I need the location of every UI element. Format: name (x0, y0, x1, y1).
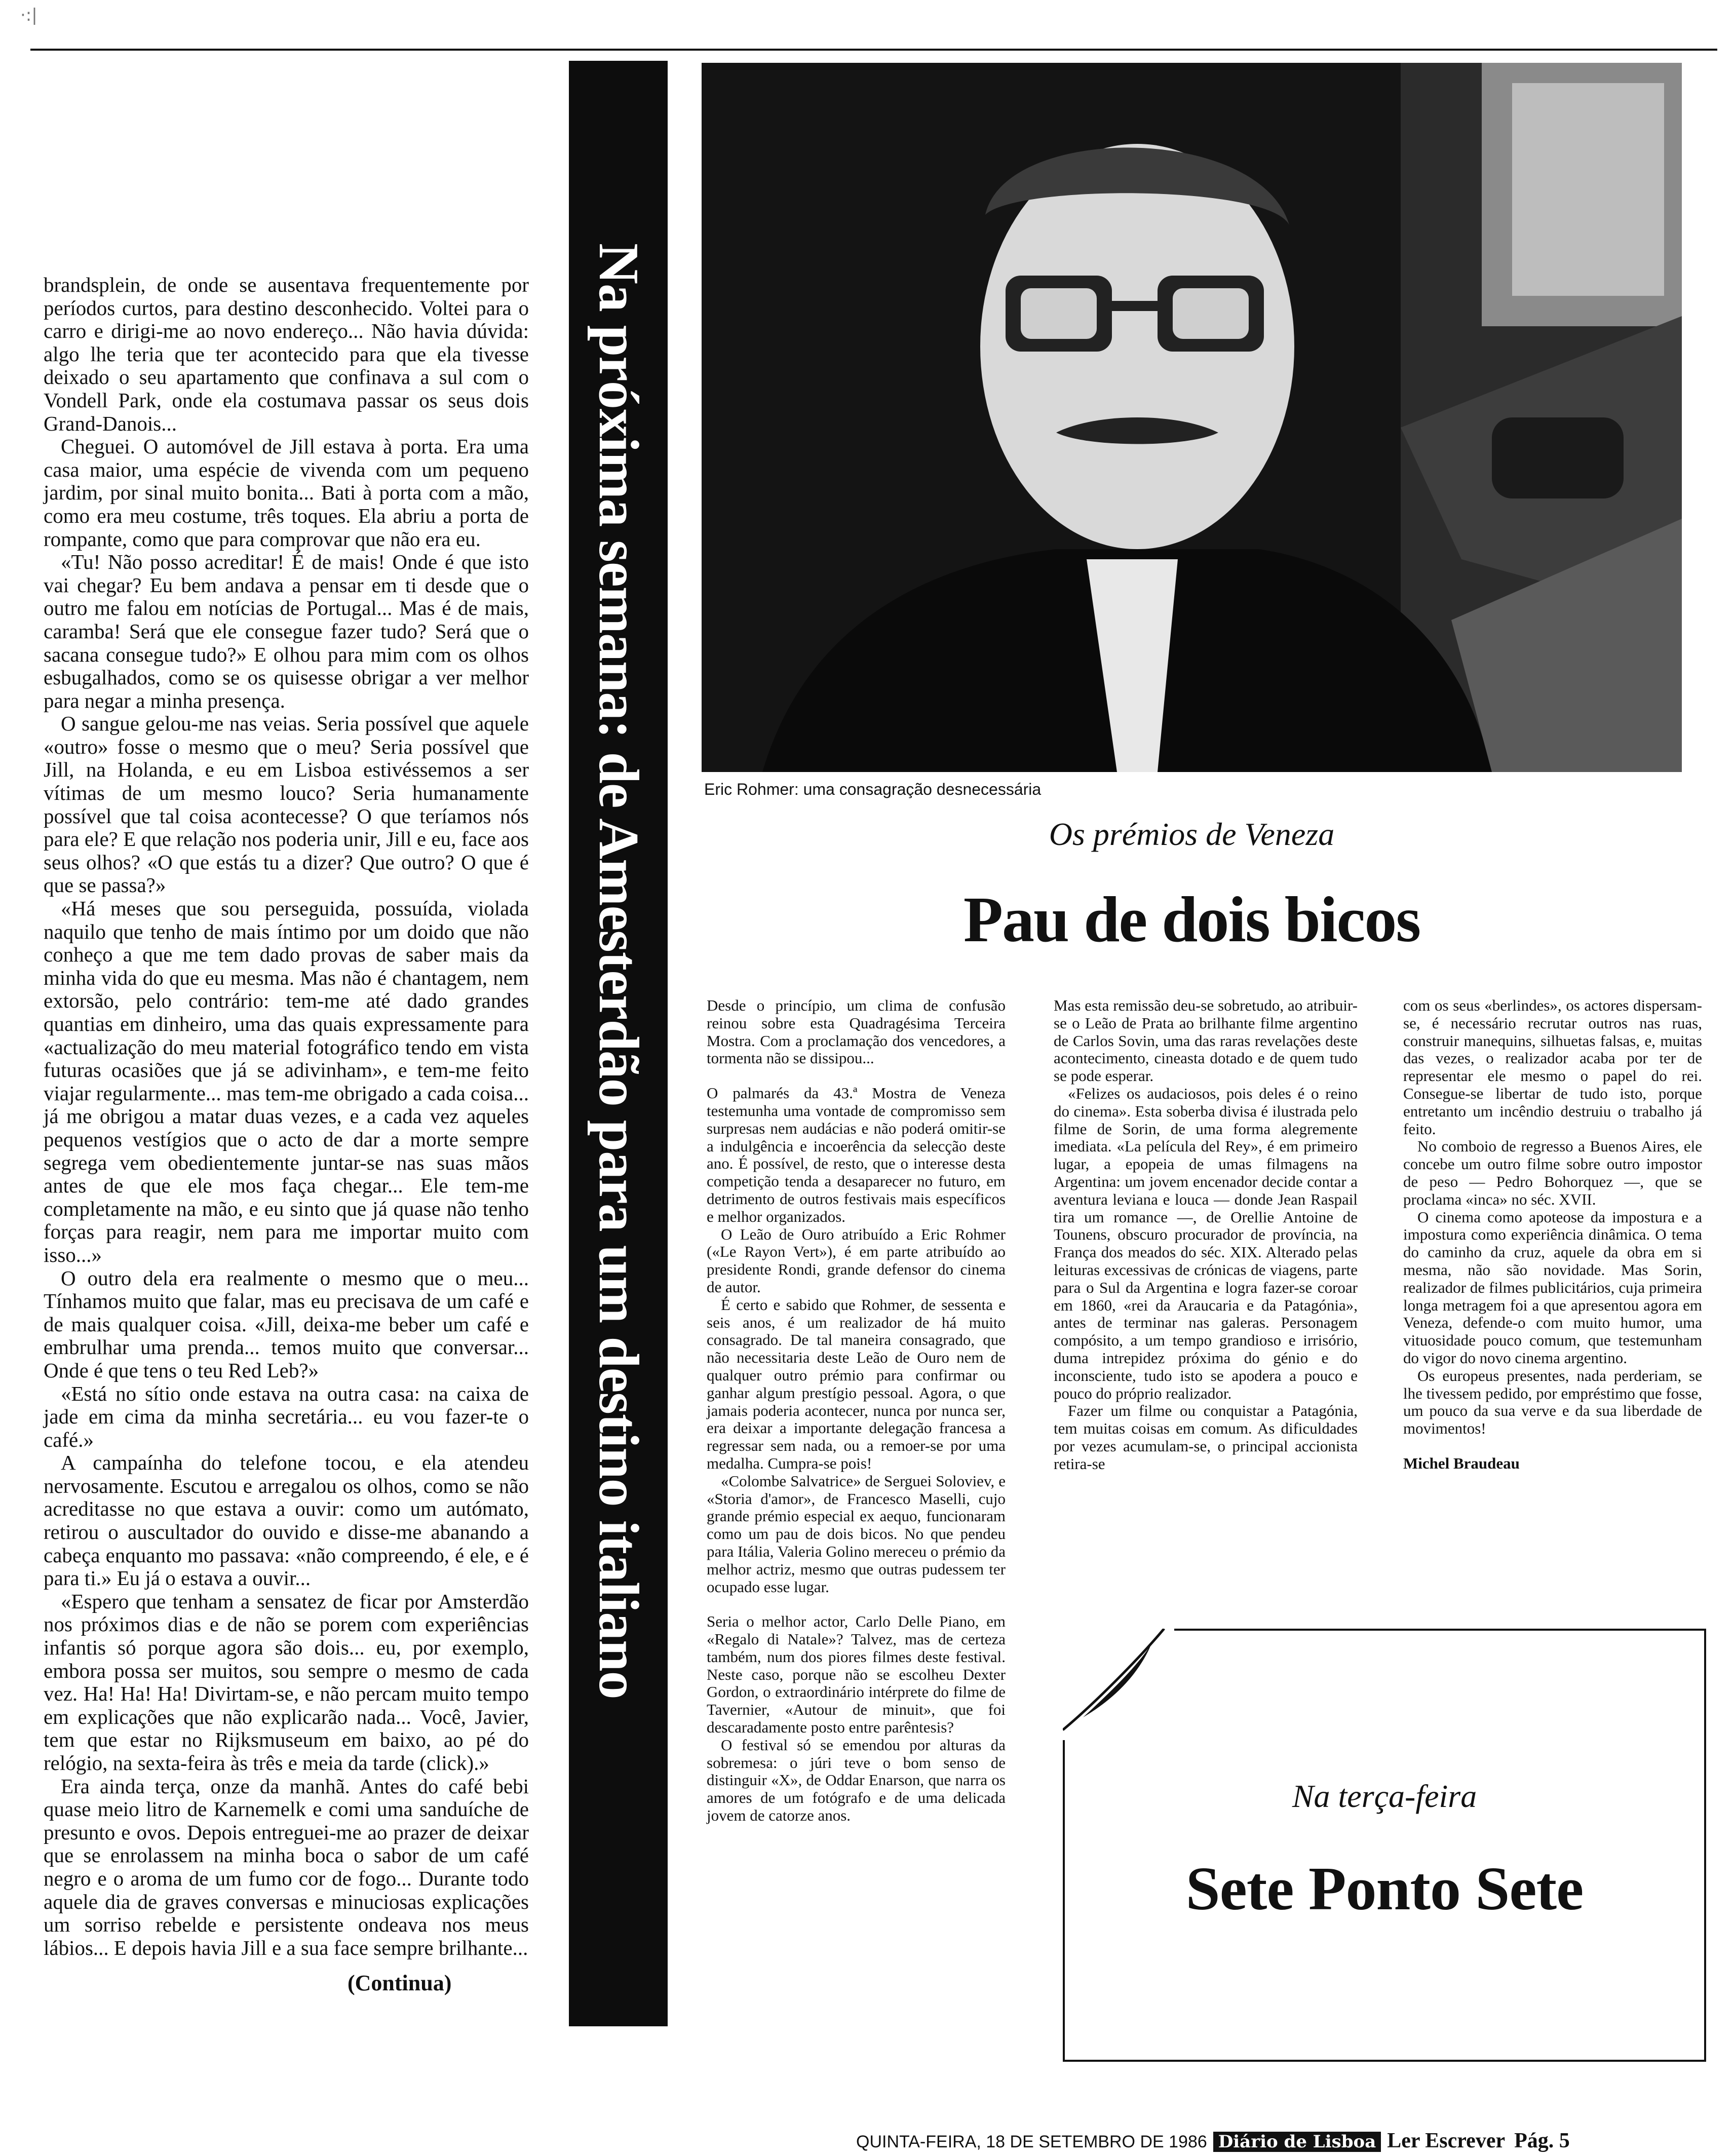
story-paragraph: Era ainda terça, onze da manhã. Antes do café bebi quase meio litro de Karnemelk e comi uma sanduíche de presunto e ovos. Depois entreguei-me ao prazer de deixar que se enrolassem na minha boca o sabor de um café negro e o aroma de um fumo cor de fogo... Durante todo aquele dia de graves conversas e minuciosas explicações um sorriso rebelde e persistente ondeava nos meus lábios... E depois havia Jill e a sua face sempre brilhante... (44, 1774, 529, 1959)
promo-subtitle: Na terça-feira (1292, 1778, 1477, 1814)
article-paragraph: O Leão de Ouro atribuído a Eric Rohmer («Le Rayon Vert»), é em parte atribuído ao presidente Rondi, grande defensor do cinema de autor. (707, 1225, 1006, 1296)
story-paragraph: O sangue gelou-me nas veias. Seria possível que aquele «outro» fosse o mesmo que o meu? Seria possível que Jill, na Holanda, e eu em Lisboa estivéssemos a ser vítimas de um mesmo louco? Seria humanamente possível que tal coisa acontecesse? O que teríamos nós para ele? E que relação nos poderia unir, Jill e eu, face aos seus olhos? «O que estás tu a dizer? Que outro? O que é que se passa?» (44, 712, 529, 897)
next-issue-promo (1063, 1629, 1706, 2062)
story-paragraph: Cheguei. O automóvel de Jill estava à porta. Era uma casa maior, uma espécie de vivenda com um pequeno jardim, por sinal muito bonita... Bati à porta com a mão, como era meu costume, três toques. Ela abriu a porta de rompante, como que para comprovar que não era eu. (44, 435, 529, 551)
continua-label: (Continua) (348, 1971, 452, 1995)
article-paragraph: Os europeus presentes, nada perderiam, se lhe tivessem pedido, por empréstimo que fosse, um pouco da sua verve e da sua liberdade de movimentos! (1403, 1366, 1702, 1438)
banner-text: Na próxima semana: de Amesterdão para um destino italiano (587, 243, 650, 1699)
footer-section: Ler Escrever (1387, 2129, 1506, 2152)
rohmer-photo (702, 63, 1682, 772)
story-paragraph: «Tu! Não posso acreditar! É de mais! Onde é que isto vai chegar? Eu bem andava a pensar em ti desde que o outro me falou em notícias de Portugal... Mas é de mais, caramba! Será que ele consegue fazer tudo? Será que o sacana consegue tudo?» E olhou para mim com os olhos esbugalhados, como se os quisesse obrigar a ver melhor para negar a minha presença. (44, 550, 529, 712)
footer-page-number: Pág. 5 (1514, 2129, 1570, 2152)
article-paragraph: com os seus «berlindes», os actores dispersam-se, é necessário recrutar outros nas ruas, construir manequins, silhuetas falsas, e, muitas das vezes, o realizador acaba por ter de representar ele mesmo o papel do rei. Consegue-se libertar de tudo isto, porque entretanto um incêndio destruiu o trabalho já feito. (1403, 996, 1702, 1138)
page-curl-icon (1063, 1629, 1174, 1740)
footer-date: QUINTA-FEIRA, 18 DE SETEMBRO DE 1986 (856, 2132, 1207, 2151)
article-byline: Michel Braudeau (1403, 1454, 1520, 1472)
photo-caption: Eric Rohmer: uma consagração desnecessária (704, 780, 1042, 798)
article-paragraph: Desde o princípio, um clima de confusão reinou sobre esta Quadragésima Terceira Mostra. Com a proclamação dos vencedores, a tormenta não se dissipou... (707, 996, 1006, 1067)
article-column-1 (707, 997, 1006, 1825)
scan-mark: ·:| (20, 5, 37, 25)
article-paragraph: Seria o melhor actor, Carlo Delle Piano, em «Regalo di Natale»? Talvez, mas de certeza também, num dos piores filmes deste festival. Neste caso, porque não se escolheu Dexter Gordon, o extraordinário intérprete do filme de Tavernier, «Autour de minuit», que foi descaradamente posto entre parêntesis? (707, 1612, 1006, 1737)
article-headline: Pau de dois bicos (963, 883, 1420, 955)
story-paragraph: «Espero que tenham a sensatez de ficar por Amsterdão nos próximos dias e de não se porem com experiências infantis só porque agora são dois... eu, por exemplo, embora possa ser muitos, sou sempre o mesmo de cada vez. Ha! Ha! Ha! Divirtam-se, e não percam muito tempo em explicações que não explicarão nada... Você, Javier, tem que estar no Rijksmuseum em baixo, ao pé do relógio, na sexta-feira às três e meia da tarde (click).» (44, 1589, 529, 1775)
story-paragraph: A campaínha do telefone tocou, e ela atendeu nervosamente. Escutou e arregalou os olhos, como se não acreditasse no que estava a ouvir: como um autómato, retirou o auscultador do ouvido e disse-me abanando a cabeça enquanto mo passava: «não compreendo, é ele, e é para ti.» Eu já o estava a ouvir... (44, 1451, 529, 1590)
story-paragraph: «Há meses que sou perseguida, possuída, violada naquilo que tenho de mais íntimo por um doido que não conheço a que me tem dado provas de saber mais da minha vida do que eu mesma. Mas não é chantagem, nem extorsão, pelo contrário: tem-me até dado grandes quantias em dinheiro, uma das quais expressamente para «actualização do meu material fotográfico tendo em vista futuras ocasiões que já se adivinham», e tem-me feito viajar regularmente... mas tem-me obrigado a cada coisa... já me obrigou a matar duas vezes, e a cada vez aqueles pequenos vestígios que o acto de dar a morte sempre segrega vem obedientemente juntar-se nas suas mãos antes de que ele mos faça chegar... Ele tem-me completamente na mão, e eu sinto que já quase não tenho forças para reagir, nem para me importar muito com isso...» (44, 897, 529, 1266)
masthead-logo: Diário de Lisboa (1213, 2132, 1381, 2152)
top-rule (30, 49, 1717, 51)
article-column-3 (1403, 997, 1702, 1473)
story-paragraph: brandsplein, de onde se ausentava frequentemente por períodos curtos, para destino desconhecido. Voltei para o carro e dirigi-me ao novo endereço... Não havia dúvida: algo lhe teria que ter acontecido para que ela tivesse deixado o seu apartamento que confinava a sul com o Vondell Park, onde ela costumava passar os seus dois Grand-Danois... (44, 273, 529, 435)
story-paragraph: O outro dela era realmente o mesmo que o meu... Tínhamos muito que falar, mas eu precisava de um café e de mais qualquer coisa. «Jill, deixa-me beber um café e embrulhar uma prenda... temos muito que conversar... Onde é que tens o teu Red Leb?» (44, 1266, 529, 1382)
article-paragraph: Fazer um filme ou conquistar a Patagónia, tem muitas coisas em comum. As dificuldades por vezes acumulam-se, o principal accionista retira-se (1054, 1402, 1358, 1473)
serial-story-column (44, 273, 529, 1995)
article-kicker: Os prémios de Veneza (1049, 816, 1335, 852)
story-paragraph: «Está no sítio onde estava na outra casa: na caixa de jade em cima da minha secretária... eu vou fazer-te o café.» (44, 1381, 529, 1451)
promo-title: Sete Ponto Sete (1185, 1855, 1584, 1923)
article-paragraph: Mas esta remissão deu-se sobretudo, ao atribuir-se o Leão de Prata ao brilhante filme argentino de Carlos Sovin, uma das raras revelações deste acontecimento, cineasta dotado e de quem tudo se pode esperar. (1054, 996, 1358, 1085)
article-paragraph: «Felizes os audaciosos, pois deles é o reino do cinema». Esta soberba divisa é ilustrada pelo filme de Sorin, de uma forma alegremente imediata. «La película del Rey», é em primeiro lugar, a epopeia de umas filmagens na Argentina: um jovem encenador decide contar a aventura leviana e louca — donde Jean Raspail tira um romance —, de Orellie Antoine de Tounens, obscuro procurador de província, na França dos meados do séc. XIX. Alterado pelas leituras excessivas de crónicas de viagens, parte para o Sul da Argentina e logra fazer-se coroar em 1860, «rei da Araucaria e da Patagónia», antes de terminar nas galeras. Personagem compósito, a um tempo grandioso e irrisório, duma intrepidez próxima do génio e do inconsciente, tudo isto se apodera a pouco e pouco do próprio realizador. (1054, 1084, 1358, 1402)
article-column-2 (1054, 997, 1358, 1473)
article-paragraph: «Colombe Salvatrice» de Serguei Soloviev, e «Storia d'amor», de Francesco Maselli, cujo grande prémio especial ex aequo, funcionaram como um pau de dois bicos. No que pendeu para Itália, Valeria Golino mereceu o prémio da melhor actriz, mesmo que outras pudessem ter ocupado esse lugar. (707, 1472, 1006, 1596)
article-paragraph: No comboio de regresso a Buenos Aires, ele concebe um outro filme sobre outro impostor de peso — Pedro Bohorquez —, que se proclama «inca» no séc. XVII. (1403, 1137, 1702, 1208)
page-footer (856, 2129, 1570, 2153)
article-paragraph: O festival só se emendou por alturas da sobremesa: o júri teve o bom senso de distinguir «X», de Oddar Enarson, que narra os amores de um fotógrafo e de uma delicada jovem de catorze anos. (707, 1736, 1006, 1825)
article-paragraph: É certo e sabido que Rohmer, de sessenta e seis anos, é um realizador de há muito consagrado. De tal maneira consagrado, que não necessitaria deste Leão de Ouro nem de qualquer outro prémio para confirmar ou ganhar algum prestígio pessoal. Agora, o que jamais poderia acontecer, nunca por nunca ser, era deixar a importante delegação francesa a regressar sem nada, ou a remoer-se por uma medalha. Cumpra-se pois! (707, 1295, 1006, 1472)
vertical-banner (569, 61, 668, 2026)
article-paragraph: O palmarés da 43.ª Mostra de Veneza testemunha uma vontade de compromisso sem surpresas nem audácias e não poderá omitir-se a indulgência e incoerência da selecção deste ano. É possível, de resto, que o interesse desta competição tenda a desaparecer no futuro, em detrimento de outros festivais mais específicos e melhor organizados. (707, 1084, 1006, 1225)
article-paragraph: O cinema como apoteose da impostura e a impostura como experiência dinâmica. O tema do caminho da cruz, aquele da obra em si mesma, não são novidade. Mas Sorin, realizador de filmes publicitários, cuja primeira longa metragem foi a que apresentou agora em Veneza, defende-o com muito humor, uma vituosidade pouco comum, que testemunham do vigor do novo cinema argentino. (1403, 1208, 1702, 1367)
